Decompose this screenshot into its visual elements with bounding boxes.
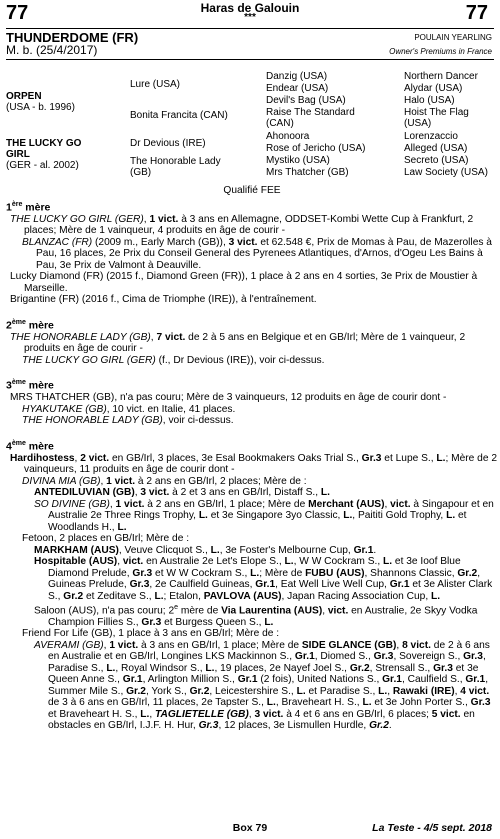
- dam-record: THE HONORABLE LADY (GB), 7 vict. de 2 à 5 ans en Belgique et en GB/Irl; Mère de 1 vainqueur, 2 produits en âge de courir -: [10, 331, 466, 354]
- produce-entry: Fetoon, 2 places en GB/Irl; Mère de :: [22, 533, 190, 544]
- lot-number-left: 77: [6, 2, 29, 24]
- pedigree-top-rule: [6, 59, 494, 60]
- pedigree-gen3: Devil's Bag (USA): [266, 95, 346, 106]
- produce-entry: HYAKUTAKE (GB), 10 vict. en Italie, 41 places.: [22, 403, 236, 415]
- horse-description: M. b. (25/4/2017): [6, 43, 98, 57]
- pedigree-gen4: Northern Dancer: [404, 71, 478, 82]
- lot-number-right: 77: [465, 2, 488, 24]
- footer-box-number: Box 79: [232, 822, 268, 834]
- pedigree-gen2: (GB): [130, 167, 152, 178]
- pedigree-gen3: Raise The Standard: [266, 107, 355, 118]
- pedigree-gen3: Danzig (USA): [266, 71, 328, 82]
- pedigree-gen4: Lorenzaccio: [404, 131, 458, 142]
- pedigree-gen3: Mystiko (USA): [266, 155, 330, 166]
- dam-origin: (GER - al. 2002): [6, 160, 79, 171]
- pedigree-gen3: (CAN): [266, 118, 294, 129]
- pedigree-gen4: Secreto (USA): [404, 155, 469, 166]
- pedigree-gen4: Alleged (USA): [404, 143, 468, 154]
- qualification-note: Qualifié FEE: [223, 185, 281, 196]
- pedigree-gen2: The Honorable Lady: [130, 156, 221, 167]
- pedigree-gen4: (USA): [404, 118, 432, 129]
- dam-name-2: GIRL: [6, 149, 30, 160]
- section-second-dam: 2ème mère: [6, 318, 54, 331]
- sire-name: ORPEN: [6, 91, 42, 102]
- produce-entry: Lucky Diamond (FR) (2015 f., Diamond Green (FR)), 1 place à 2 ans en 4 sorties, 3e Prix de Moustier à Marseille.: [10, 271, 478, 294]
- premium-note: Owner's Premiums in France: [389, 47, 492, 56]
- stud-stars: ***: [244, 12, 256, 23]
- produce-record: [6, 185, 498, 732]
- section-third-dam: 3ème mère: [6, 379, 54, 392]
- pedigree-gen4: Law Society (USA): [404, 167, 488, 178]
- stud-name: Haras de Galouin: [200, 1, 300, 15]
- dam-record: MRS THATCHER (GB), n'a pas couru; Mère de 3 vainqueurs, 12 produits en âge de courir dont -: [10, 392, 447, 403]
- section-first-dam: 1ère mère: [6, 200, 51, 213]
- produce-entry: AVERAMI (GB), 1 vict. à 3 ans en GB/Irl, 1 place; Mère de SIDE GLANCE (GB), 8 vict. de 2 à 6 ans en Australie et en GB/Irl, Longines LKS Mackinnon S., Gr.1, Diomed S., Gr.3, Sovereign S., Gr.3, Paradise S., L., Royal Windsor S., L., 19 places, 2e Nayef Joel S., Gr.2, Strensall S., Gr.3 et 3e Queen Anne S., Gr.1, Arlington Million S., Gr.1 (2 fois), United Nations S., Gr.1, Caulfield S., Gr.1, Summer Mile S., Gr.2, York S., Gr.2, Leicestershire S., L. et Paradise S., L., Rawaki (IRE), 4 vict. de 3 à 6 ans en GB/Irl, 11 places, 2e Tapster S., L., Braveheart H. S., L. et 3e John Porter S., Gr.3 et Braveheart H. S., L., TAGLIETELLE (GB), 3 vict. à 4 et 6 ans en GB/Irl, 6 places; 5 vict. en obstacles en GB/Irl, I.J.F. H. Hur, Gr.3, 12 places, 3e Lismullen Hurdle, Gr.2.: [34, 639, 491, 732]
- pedigree-gen3: Mrs Thatcher (GB): [266, 167, 349, 178]
- produce-entry: Hospitable (AUS), vict. en Australie 2e Let's Elope S., L., W W Cockram S., L. et 3e Ioof Blue Diamond Prelude, Gr.3 et W W Cockram S., L.; Mère de FUBU (AUS), Shannons Classic, Gr.2, Guineas Prelude, Gr.3, 2e Caulfield Guineas, Gr.1, Eat Well Live Well Cup, Gr.1 et 3e Alister Clark S., Gr.2 et Zeditave S., L.; Etalon, PAVLOVA (AUS), Japan Racing Association Cup, L.: [34, 556, 493, 602]
- dam-name: THE LUCKY GO: [6, 138, 82, 149]
- pedigree-gen4: Hoist The Flag: [404, 107, 469, 118]
- pedigree-gen4: Halo (USA): [404, 95, 455, 106]
- produce-entry: THE LUCKY GO GIRL (GER) (f., Dr Devious (IRE)), voir ci-dessus.: [22, 354, 325, 366]
- footer-sale-info: La Teste - 4/5 sept. 2018: [372, 822, 492, 834]
- horse-name: THUNDERDOME (FR): [6, 30, 139, 45]
- dam-record: Hardihostess, 2 vict. en GB/Irl, 3 places, 3e Esal Bookmakers Oaks Trial S., Gr.3 et Lupe S., L.; Mère de 2 vainqueurs, 11 produits en âge de courir dont -: [10, 452, 497, 475]
- produce-entry: SO DIVINE (GB), 1 vict. à 2 ans en GB/Irl, 1 place; Mère de Merchant (AUS), vict. à Singapour et en Australie 2e Three Rings Trophy, L. et 3e Singapore 3yo Classic, L., Paititi Gold Trophy, L. et Woodlands H., L.: [34, 498, 494, 533]
- pedigree-gen2: Dr Devious (IRE): [130, 138, 206, 149]
- pedigree-gen3: Endear (USA): [266, 83, 329, 94]
- produce-entry: THE HONORABLE LADY (GB), voir ci-dessus.: [22, 415, 234, 426]
- header-rule: [6, 28, 494, 29]
- pedigree-gen3: Ahonoora: [266, 131, 310, 142]
- pedigree-gen2: Bonita Francita (CAN): [130, 110, 228, 121]
- produce-entry: MARKHAM (AUS), Veuve Clicquot S., L., 3e Foster's Melbourne Cup, Gr.1.: [34, 544, 377, 556]
- pedigree-gen4: Alydar (USA): [404, 83, 463, 94]
- produce-entry: ANTEDILUVIAN (GB), 3 vict. à 2 et 3 ans en GB/Irl, Distaff S., L.: [34, 487, 330, 498]
- produce-entry: Saloon (AUS), n'a pas couru; 2e mère de Via Laurentina (AUS), vict. en Australie, 2e Skyy Vodka Champion Fillies S., Gr.3 et Burgess Queen S., L.: [34, 604, 478, 628]
- produce-entry: Friend For Life (GB), 1 place à 3 ans en GB/Irl; Mère de :: [22, 628, 280, 640]
- produce-entry: DIVINA MIA (GB), 1 vict. à 2 ans en GB/Irl, 2 places; Mère de :: [22, 475, 307, 487]
- dam-record: THE LUCKY GO GIRL (GER), 1 vict. à 3 ans en Allemagne, ODDSET-Kombi Wette Cup à Frankfurt, 2 places; Mère de 1 vainqueur, 4 produits en âge de courir -: [10, 213, 474, 236]
- produce-entry: BLANZAC (FR) (2009 m., Early March (GB)), 3 vict. et 62.548 €, Prix de Momas à Pau, de Mazerolles à Pau, 16 places, 2e Prix du Conseil General des Pyrenees Atlantiques, d'Arnos, d'Ogeu Les Bains à Pau, 3e Prix de Valmont à Deauville.: [22, 236, 492, 271]
- horse-category: POULAIN YEARLING: [414, 33, 492, 42]
- pedigree-gen2: Lure (USA): [130, 79, 181, 90]
- produce-entry: Brigantine (FR) (2016 f., Cima de Triomphe (IRE)), à l'entraînement.: [10, 294, 317, 305]
- pedigree-gen3: Rose of Jericho (USA): [266, 143, 366, 154]
- sire-origin: (USA - b. 1996): [6, 102, 75, 113]
- section-fourth-dam: 4ème mère: [6, 439, 54, 452]
